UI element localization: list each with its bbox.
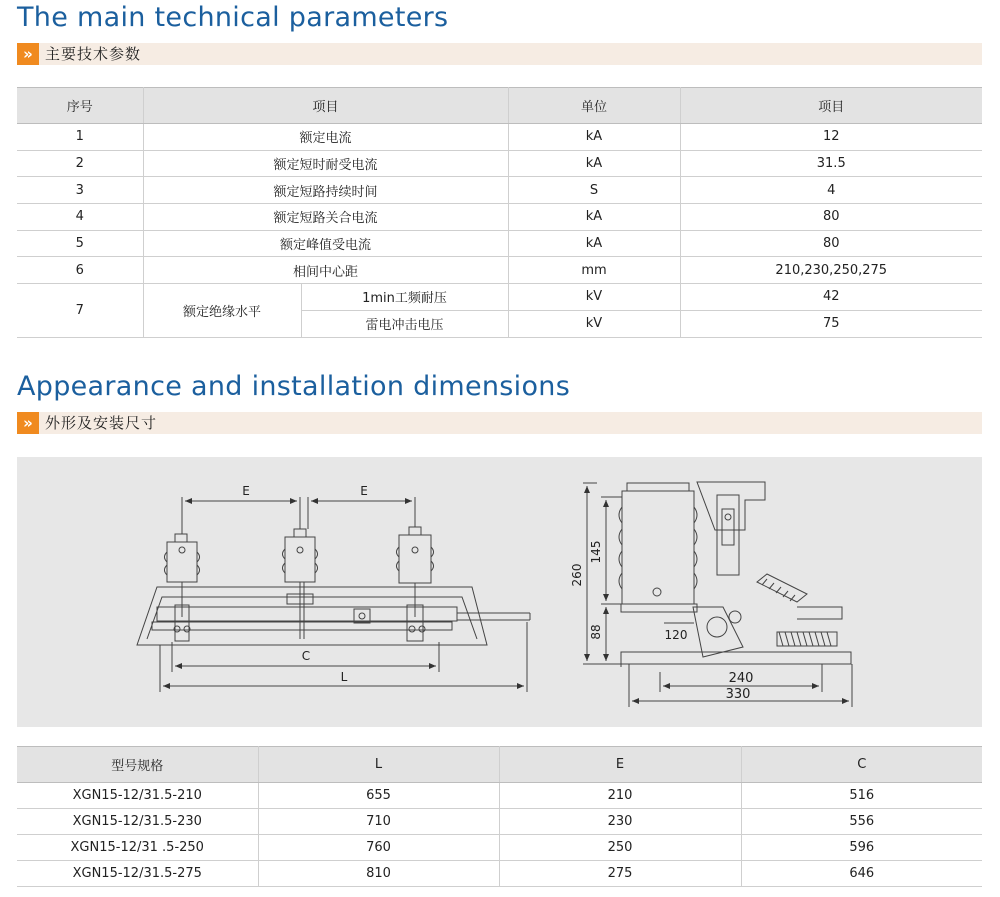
cell-value: 75 bbox=[680, 310, 982, 337]
label-l: L bbox=[340, 670, 348, 684]
cell-value: 80 bbox=[680, 204, 982, 231]
cell-unit: kA bbox=[508, 204, 680, 231]
cell-value: 31.5 bbox=[680, 150, 982, 177]
cell-item: 额定短路关合电流 bbox=[143, 204, 508, 231]
header-no: 序号 bbox=[17, 88, 143, 124]
cell-item: 额定短路持续时间 bbox=[143, 177, 508, 204]
section-subtitle-parameters bbox=[17, 43, 982, 65]
header-c: C bbox=[741, 747, 982, 783]
cell-item: 额定电流 bbox=[143, 124, 508, 151]
cell-l: 710 bbox=[258, 809, 499, 835]
cell-subitem: 1min工频耐压 bbox=[301, 284, 508, 311]
cell-subitem: 雷电冲击电压 bbox=[301, 310, 508, 337]
cell-l: 810 bbox=[258, 861, 499, 887]
table-row bbox=[17, 177, 982, 204]
cell-value: 80 bbox=[680, 230, 982, 257]
table-row bbox=[17, 150, 982, 177]
table-row bbox=[17, 783, 982, 809]
label-145: 145 bbox=[589, 540, 603, 564]
cell-item: 额定峰值受电流 bbox=[143, 230, 508, 257]
label-e2: E bbox=[360, 484, 368, 498]
cell-unit: kA bbox=[508, 124, 680, 151]
section-subtitle-dimensions bbox=[17, 412, 982, 434]
table-row bbox=[17, 809, 982, 835]
section-title-parameters: The main technical parameters bbox=[17, 2, 449, 33]
cell-value: 12 bbox=[680, 124, 982, 151]
section-title-dimensions: Appearance and installation dimensions bbox=[17, 371, 571, 402]
insulator-3 bbox=[397, 527, 434, 641]
label-330: 330 bbox=[725, 687, 751, 702]
cell-item: 相间中心距 bbox=[143, 257, 508, 284]
cell-value: 4 bbox=[680, 177, 982, 204]
cell-unit: kV bbox=[508, 284, 680, 311]
cell-unit: kA bbox=[508, 150, 680, 177]
cell-no: 2 bbox=[17, 150, 143, 177]
header-item: 项目 bbox=[143, 88, 508, 124]
subtitle-text: 主要技术参数 bbox=[45, 45, 142, 63]
table-row bbox=[17, 204, 982, 231]
cell-c: 646 bbox=[741, 861, 982, 887]
table-header-row bbox=[17, 88, 982, 124]
side-view bbox=[583, 482, 852, 707]
label-260: 260 bbox=[570, 563, 584, 587]
dimension-drawing bbox=[17, 457, 982, 727]
cell-no: 5 bbox=[17, 230, 143, 257]
table-row bbox=[17, 230, 982, 257]
cell-no: 3 bbox=[17, 177, 143, 204]
cell-e: 230 bbox=[499, 809, 741, 835]
cell-value: 210,230,250,275 bbox=[680, 257, 982, 284]
header-e: E bbox=[499, 747, 741, 783]
cell-value: 42 bbox=[680, 284, 982, 311]
header-model: 型号规格 bbox=[17, 747, 258, 783]
cell-no: 1 bbox=[17, 124, 143, 151]
cell-no: 7 bbox=[17, 284, 143, 337]
label-e1: E bbox=[242, 484, 250, 498]
label-88: 88 bbox=[589, 624, 603, 640]
parameters-table bbox=[17, 87, 982, 338]
cell-unit: kA bbox=[508, 230, 680, 257]
table-row bbox=[17, 124, 982, 151]
label-c: C bbox=[301, 649, 311, 663]
dimension-drawing-svg bbox=[17, 457, 982, 727]
label-240: 240 bbox=[728, 671, 754, 686]
cell-l: 760 bbox=[258, 835, 499, 861]
table-row bbox=[17, 257, 982, 284]
double-chevron-icon: » bbox=[17, 412, 39, 434]
cell-l: 655 bbox=[258, 783, 499, 809]
header-value: 项目 bbox=[680, 88, 982, 124]
cell-model: XGN15-12/31 .5-250 bbox=[17, 835, 258, 861]
cell-no: 4 bbox=[17, 204, 143, 231]
header-unit: 单位 bbox=[508, 88, 680, 124]
cell-e: 250 bbox=[499, 835, 741, 861]
double-chevron-icon: » bbox=[17, 43, 39, 65]
cell-item: 额定短时耐受电流 bbox=[143, 150, 508, 177]
label-120: 120 bbox=[664, 628, 688, 642]
table-header-row bbox=[17, 747, 982, 783]
cell-e: 210 bbox=[499, 783, 741, 809]
cell-e: 275 bbox=[499, 861, 741, 887]
table-row bbox=[17, 284, 982, 311]
cell-model: XGN15-12/31.5-210 bbox=[17, 783, 258, 809]
cell-item: 额定绝缘水平 bbox=[143, 284, 301, 337]
cell-no: 6 bbox=[17, 257, 143, 284]
cell-model: XGN15-12/31.5-275 bbox=[17, 861, 258, 887]
table-row bbox=[17, 861, 982, 887]
cell-unit: S bbox=[508, 177, 680, 204]
cell-c: 516 bbox=[741, 783, 982, 809]
cell-model: XGN15-12/31.5-230 bbox=[17, 809, 258, 835]
cell-unit: mm bbox=[508, 257, 680, 284]
cell-c: 596 bbox=[741, 835, 982, 861]
dimensions-table bbox=[17, 746, 982, 887]
header-l: L bbox=[258, 747, 499, 783]
subtitle-text: 外形及安装尺寸 bbox=[45, 414, 158, 432]
front-view bbox=[137, 497, 530, 692]
table-row bbox=[17, 835, 982, 861]
cell-c: 556 bbox=[741, 809, 982, 835]
cell-unit: kV bbox=[508, 310, 680, 337]
